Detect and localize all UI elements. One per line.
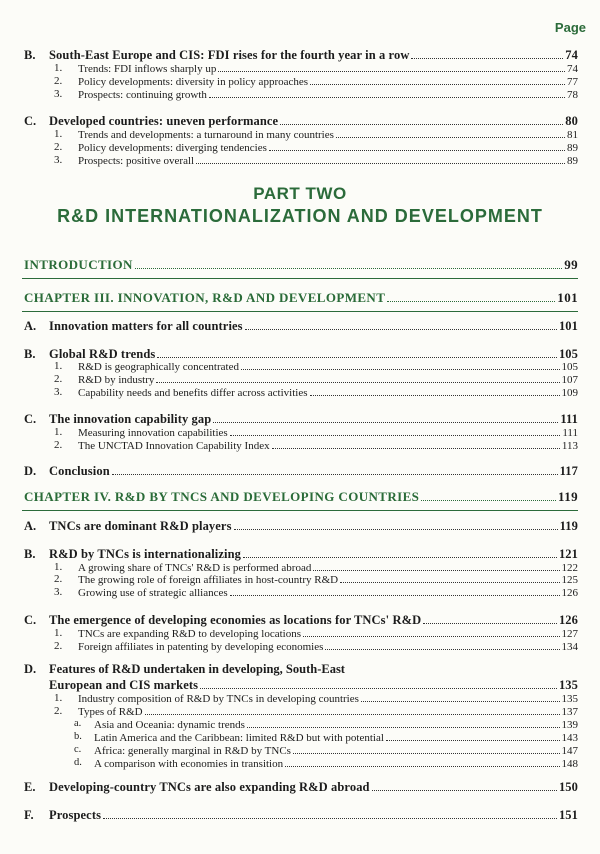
item-title: Trends: FDI inflows sharply up [78,63,217,75]
section-letter: B. [24,347,36,361]
toc-section-row[interactable] [0,518,600,534]
section-letter: A. [24,319,37,333]
item-title: Policy developments: diversity in policy approaches [78,76,309,88]
item-title: R&D is geographically concentrated [78,361,239,373]
page-number: 74 [567,63,578,75]
section-title: The emergence of developing economies as locations for TNCs' R&D [49,613,422,627]
toc-section-row[interactable] [0,779,600,795]
toc-subitem-row[interactable] [0,755,600,771]
page-number: 105 [561,361,578,373]
page-number: 107 [561,374,578,386]
subitem-letter: c. [74,744,82,755]
page-number: 81 [567,129,578,141]
page-number: 134 [561,641,578,653]
page-number: 111 [562,427,578,439]
toc-section-row[interactable] [0,463,600,479]
page-number: 105 [558,347,578,361]
section-letter: D. [24,662,37,676]
subitem-letter: d. [74,757,82,768]
part-number: PART TWO [253,184,347,203]
toc-item-row[interactable] [0,152,600,168]
item-number: 3. [54,586,63,598]
introduction-title: INTRODUCTION [24,257,133,272]
section-title: Innovation matters for all countries [49,319,243,333]
section-letter: A. [24,519,37,533]
section-title: TNCs are dominant R&D players [49,519,232,533]
toc-section-row[interactable] [0,661,600,677]
section-letter: B. [24,48,36,62]
toc-item-row[interactable] [0,584,600,600]
toc-section-row[interactable] [0,318,600,334]
section-letter: B. [24,547,36,561]
toc-chapter-row[interactable] [0,257,600,273]
divider [22,311,578,312]
item-number: 1. [54,561,63,573]
page-number: 101 [558,319,578,333]
chapter-title: CHAPTER IV. R&D BY TNCS AND DEVELOPING COUNTRIES [24,489,420,504]
part-title: R&D INTERNATIONALIZATION AND DEVELOPMENT [57,206,543,226]
toc-chapter-row[interactable] [0,290,600,306]
item-title: Industry composition of R&D by TNCs in developing countries [78,693,359,705]
item-number: 3. [54,88,63,100]
section-title: Prospects [49,808,102,822]
section-title: The innovation capability gap [49,412,212,426]
item-number: 1. [54,627,63,639]
item-number: 2. [54,705,63,717]
page-number: 137 [561,706,578,718]
section-title: Developed countries: uneven performance [49,114,279,128]
subitem-title: A comparison with economies in transition [94,758,284,770]
page-number: 101 [557,290,578,305]
toc-item-row[interactable] [0,384,600,400]
section-title: South-East Europe and CIS: FDI rises for the fourth year in a row [49,48,410,62]
section-title-line1: Features of R&D undertaken in developing, South-East [49,662,345,676]
item-number: 1. [54,426,63,438]
item-number: 2. [54,75,63,87]
section-title: Global R&D trends [49,347,156,361]
item-title: The UNCTAD Innovation Capability Index [78,440,270,452]
item-title: Measuring innovation capabilities [78,427,228,439]
toc-item-row[interactable] [0,86,600,102]
page-number: 127 [561,628,578,640]
page-number: 99 [564,257,578,272]
toc-item-row[interactable] [0,638,600,654]
section-letter: C. [24,412,37,426]
section-letter: C. [24,114,37,128]
page-number: 126 [558,613,578,627]
page-number: 77 [567,76,578,88]
item-title: R&D by industry [78,374,155,386]
page-number: 150 [558,780,578,794]
item-number: 1. [54,128,63,140]
page-number: 125 [561,574,578,586]
page-number: 119 [558,489,578,504]
section-letter: E. [24,780,36,794]
item-number: 1. [54,692,63,704]
page-number: 135 [561,693,578,705]
divider [22,510,578,511]
item-number: 2. [54,640,63,652]
item-title: Prospects: positive overall [78,155,195,167]
page-number: 117 [559,464,578,478]
toc-section-row[interactable] [0,807,600,823]
subitem-letter: b. [74,731,82,742]
page-number: 122 [561,562,578,574]
item-title: Types of R&D [78,706,143,718]
page-number: 113 [561,440,578,452]
toc-item-row[interactable] [0,437,600,453]
page-number: 151 [558,808,578,822]
section-letter: F. [24,808,34,822]
page-number: 111 [560,412,578,426]
section-letter: C. [24,613,37,627]
page-number: 109 [561,387,578,399]
page-number: 78 [567,89,578,101]
item-number: 2. [54,439,63,451]
item-number: 1. [54,360,63,372]
item-title: A growing share of TNCs' R&D is performed abroad [78,562,312,574]
page-number: 80 [565,114,578,128]
page-number: 135 [558,678,578,692]
section-letter: D. [24,464,37,478]
subitem-title: Latin America and the Caribbean: limited R&D but with potential [94,732,384,744]
item-number: 3. [54,154,63,166]
item-number: 1. [54,62,63,74]
subitem-title: Asia and Oceania: dynamic trends [94,719,245,731]
section-title: R&D by TNCs is internationalizing [49,547,241,561]
page-number: 119 [559,519,578,533]
page-column-label: Page [554,20,586,35]
subitem-letter: a. [74,718,82,729]
page-number: 148 [561,758,578,770]
subitem-title: Africa: generally marginal in R&D by TNCs [94,745,291,757]
item-title: Prospects: continuing growth [78,89,207,101]
page-number: 147 [561,745,578,757]
item-title: Policy developments: diverging tendencies [78,142,267,154]
page-number: 74 [565,48,578,62]
item-title: Foreign affiliates in patenting by developing economies [78,641,324,653]
item-title: Growing use of strategic alliances [78,587,228,599]
item-number: 2. [54,573,63,585]
item-number: 2. [54,373,63,385]
section-title: Conclusion [49,464,110,478]
page-number: 89 [567,155,578,167]
item-number: 2. [54,141,63,153]
section-title: Developing-country TNCs are also expanding R&D abroad [49,780,370,794]
page-number: 89 [567,142,578,154]
divider [22,278,578,279]
page-number: 139 [561,719,578,731]
page-number: 126 [561,587,578,599]
item-title: Trends and developments: a turnaround in many countries [78,129,334,141]
page-number: 143 [561,732,578,744]
toc-chapter-row[interactable] [0,489,600,505]
item-number: 3. [54,386,63,398]
item-title: The growing role of foreign affiliates in host-country R&D [78,574,339,586]
page-number: 121 [558,547,578,561]
item-title: TNCs are expanding R&D to developing locations [78,628,302,640]
chapter-title: CHAPTER III. INNOVATION, R&D AND DEVELOPMENT [24,290,386,305]
item-title: Capability needs and benefits differ across activities [78,387,308,399]
section-title-line2: European and CIS markets [49,678,199,692]
